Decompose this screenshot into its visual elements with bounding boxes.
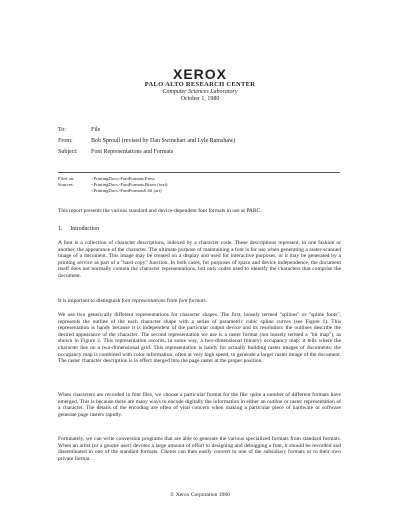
paragraph-1: A font is a collection of character descriptions, indexed by a character code. These descriptions represent, in one fashion or another, the appearance of the character. The ultimate purpose of maintaining a font is for use when generating a raster-scanned image of a document. This image may be created on a display and used for interactive purposes, or it may be generated by a printing service as part of a "hard copy" function. In both cases, for purposes of space and device independence, the document itself does not normally contain the character representations, but only codes used to identify the characters that comprise the document. [58, 240, 341, 279]
memo-filed-value: <PrintingDocs>FontFormats.Press [91, 176, 155, 181]
memo-date: October 1, 1980 [180, 96, 220, 102]
memo-sources-label: Sources: [58, 182, 74, 187]
section-title: Introduction [70, 226, 100, 232]
memo-filed-label: Filed on: [58, 176, 75, 181]
header-divider [58, 172, 340, 173]
memo-to-label: To: [58, 127, 66, 133]
memo-sources-line1: <PrintingDocs>FontFormats.Bravo (text) [91, 182, 168, 187]
paragraph-2 [58, 298, 341, 305]
copyright-footer: © Xerox Corporation 1980 [170, 492, 230, 498]
section-number: 1. [58, 226, 63, 232]
memo-subject-label: Subject: [58, 149, 78, 155]
paragraph-2-text: It is important to distinguish [58, 298, 122, 304]
memo-sources-line2: <PrintingDocs>FontFormats0.Sil (art) [91, 188, 162, 193]
xerox-logo: XEROX [172, 66, 227, 82]
paragraph-2-text-mid: from [165, 298, 179, 304]
emphasis-font-formats: font formats [178, 298, 206, 304]
paragraph-3: We use two generically different representations for character shapes. The first, loosely termed "splines" or "spline fonts", represents the outline of the each character shape with a series of parametric cubic spline curves (see Figure 1). This representation is handy because it is independent of the particular output device and its resolution: the outlines describe the desired appearance of the character. The second representation we use is a raster format (not loosely termed a "bit map"), as shown in Figure 2. This representation records, in some way, a two-dimensional (binary) occupancy map: it tells where the character lies on a two-dimensional grid. This representation is handy for actually building raster images of documents: the occupancy map is combined with color information, often at very high speed, to generate a larger raster image of the document. The raster character description is in effect merged into the page raster at the proper position. [58, 312, 341, 365]
intro-paragraph: This report presents the various standard and device-dependent font formats in use at PARC. [58, 208, 262, 214]
paragraph-5: Fortunately, we can write conversion programs that are able to generate the various specialized formats from standard formats. When an artist (or a gnome user) devotes a large amount of effort to designing and debugging a font, it should be recorded and disseminated in one of the standard formats. Clients can then easily convert to one of the subsidiary formats or to their own private format. [58, 436, 341, 462]
paragraph-2-text-end: . [205, 298, 208, 304]
section-heading [58, 226, 99, 232]
laboratory-name: Computer Sciences Laboratory [162, 89, 238, 95]
paragraph-4: When characters are recorded in font files, we choose a particular format for the file: quite a number of different formats have emerged. This is because there are many ways to encode digitally the information in either an outline or raster representation of a character. The details of the encoding are often of vital concern when making a particular piece of hardware or software generate page rasters rapidly. [58, 392, 341, 418]
memo-from-value: Bob Sproull (revised by Dan Swinehart and Lyle Ramshaw) [91, 138, 236, 144]
memo-subject-value: Font Representations and Formats [91, 149, 174, 155]
memo-from-label: From: [58, 138, 73, 144]
organization-name: PALO ALTO RESEARCH CENTER [144, 81, 256, 88]
emphasis-font-representations: font representations [121, 298, 166, 304]
memo-to-value: File [91, 127, 101, 133]
